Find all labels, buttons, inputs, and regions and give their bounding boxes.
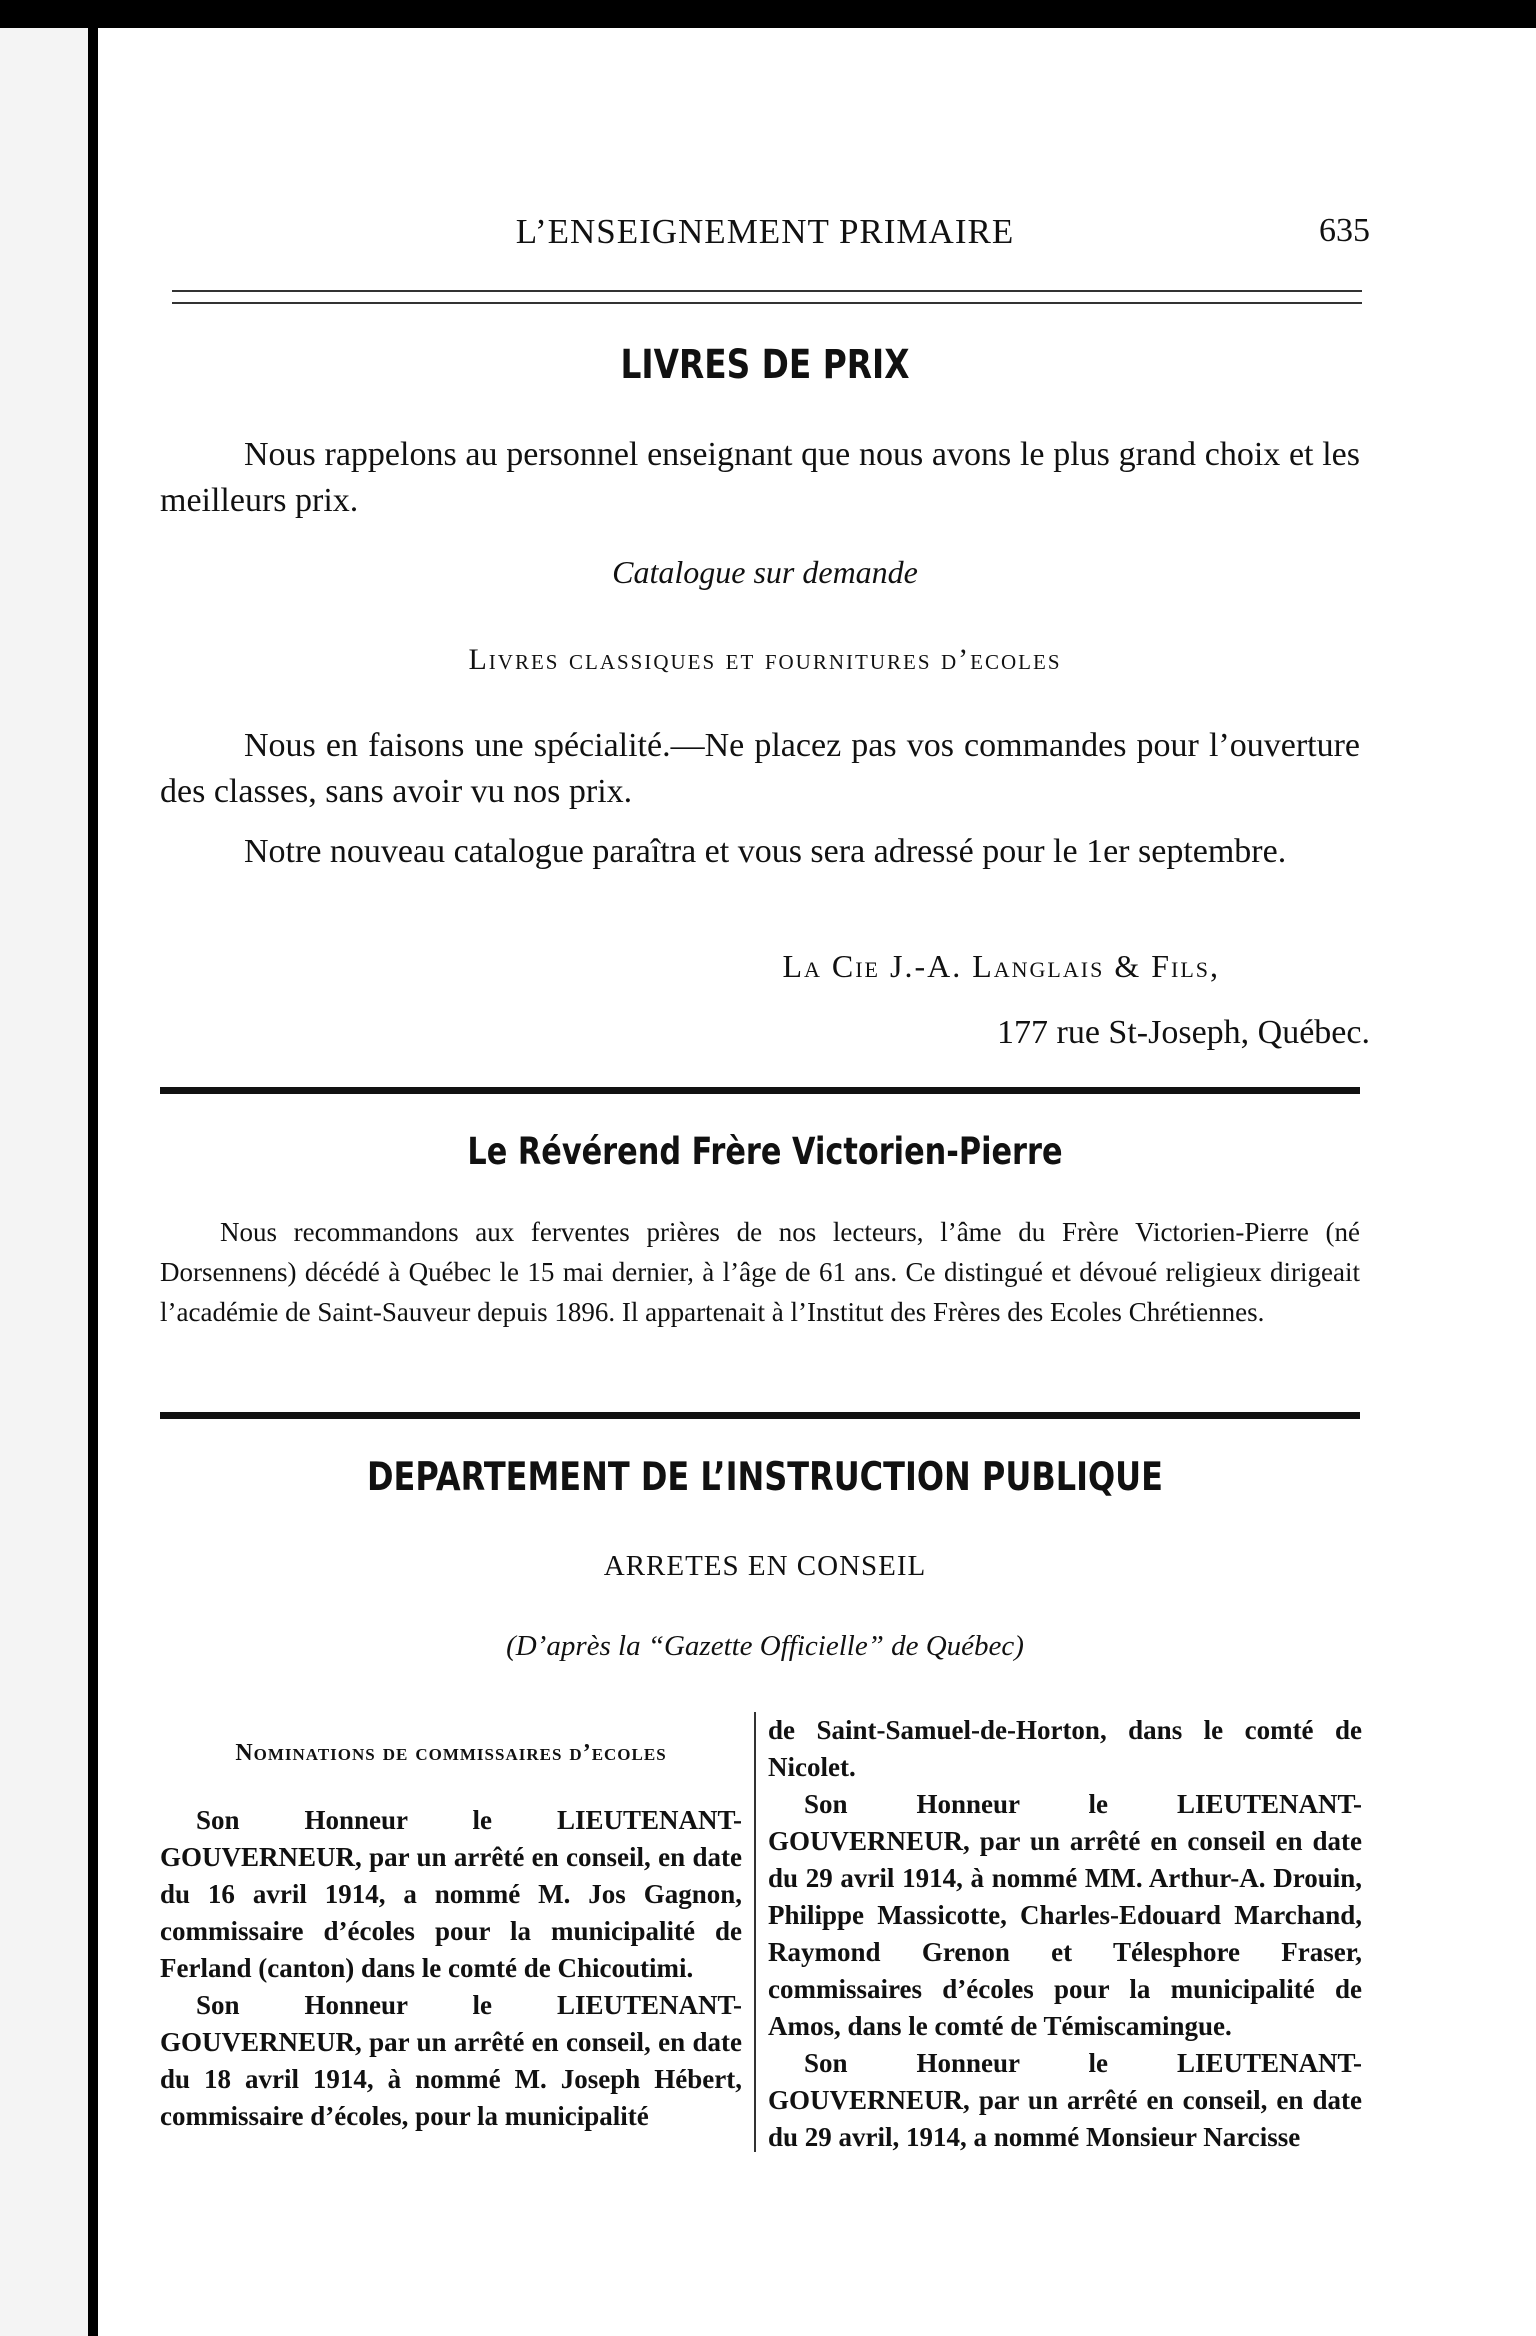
section-rule — [160, 1412, 1360, 1419]
obituary-paragraph — [160, 1212, 1360, 1332]
section-rule — [160, 1087, 1360, 1094]
section-heading-departement: DEPARTEMENT DE L’INSTRUCTION PUBLIQUE — [366, 1455, 1163, 1500]
source-note: (D’après la “Gazette Officielle” de Québec) — [506, 1630, 1024, 1662]
paragraph — [768, 1786, 1362, 2045]
running-head — [160, 212, 1370, 252]
paragraph-text: Nous en faisons une spécialité.—Ne placez pas vos commandes pour l’ouverture des classes, sans avoir vu nos prix. — [160, 727, 1360, 810]
subheading-arretes: ARRETES EN CONSEIL — [603, 1550, 927, 1582]
paragraph — [160, 723, 1360, 815]
signature-name: La Cie J.-A. Langlais & Fils, — [782, 948, 1220, 984]
paragraph — [768, 2045, 1362, 2156]
header-double-rule — [172, 290, 1362, 304]
column-right — [768, 1712, 1362, 2156]
paragraph-text: Notre nouveau catalogue paraîtra et vous sera adressé pour le 1er septembre. — [244, 833, 1287, 870]
running-title: L’ENSEIGNEMENT PRIMAIRE — [515, 212, 1015, 251]
paragraph — [768, 1712, 1362, 1786]
scan-margin-shade — [0, 20, 88, 2336]
paragraph-text: Son Honneur le LIEUTENANT-GOUVERNEUR, par un arrêté en conseil, en date du 29 avril, 1914, a nommé Monsieur Narcisse — [768, 2048, 1362, 2152]
paragraph-text: Son Honneur le LIEUTENANT-GOUVERNEUR, par un arrêté en conseil, en date du 16 avril 1914, a nommé M. Jos Gagnon, commissaire d’écoles pour la municipalité de Ferland (canton) dans le comté de Chicoutimi. — [160, 1805, 742, 1983]
section-heading-livres-de-prix: LIVRES DE PRIX — [620, 342, 910, 388]
page-number: 635 — [1319, 212, 1370, 249]
column-left — [160, 1735, 742, 2135]
paragraph — [160, 829, 1360, 875]
paragraph-text: Son Honneur le LIEUTENANT-GOUVERNEUR, par un arrêté en conseil en date du 29 avril 1914, à nommé MM. Arthur-A. Drouin, Philippe Massicotte, Charles-Edouard Marchand, Raymond Grenon et Télesphore Fraser, commissaires d’écoles pour la municipalité de Amos, dans le comté de Témiscamingue. — [768, 1789, 1362, 2041]
paragraph — [160, 1987, 742, 2135]
signature-address: 177 rue St-Joseph, Québec. — [997, 1014, 1370, 1051]
paragraph-text: Nous rappelons au personnel enseignant que nous avons le plus grand choix et les meilleurs prix. — [160, 436, 1360, 519]
column-divider — [754, 1712, 756, 2152]
section-heading-frere-victorien-pierre: Le Révérend Frère Victorien-Pierre — [467, 1130, 1063, 1173]
column-heading: Nominations de commissaires d’ecoles — [235, 1740, 667, 1766]
paragraph-text: Son Honneur le LIEUTENANT-GOUVERNEUR, par un arrêté en conseil, en date du 18 avril 1914, à nommé M. Joseph Hébert, commissaire d’écoles, pour la municipalité — [160, 1990, 742, 2131]
paragraph — [160, 432, 1360, 524]
paragraph-text: de Saint-Samuel-de-Horton, dans le comté de Nicolet. — [768, 1715, 1362, 1782]
scan-border-top — [0, 0, 1536, 28]
paragraph — [160, 1802, 742, 1987]
subheading-livres-classiques: Livres classiques et fournitures d’ecoles — [468, 643, 1062, 676]
obituary-text: Nous recommandons aux ferventes prières de nos lecteurs, l’âme du Frère Victorien-Pierre (né Dorsennens) décédé à Québec le 15 mai dernier, à l’âge de 61 ans. Ce distingué et dévoué religieux dirigeait l’académie de Saint-Sauveur depuis 1896. Il appartenait à l’Institut des Frères des Ecoles Chrétiennes. — [160, 1217, 1360, 1327]
catalogue-note: Catalogue sur demande — [612, 554, 918, 590]
scan-border-left — [88, 20, 98, 2336]
